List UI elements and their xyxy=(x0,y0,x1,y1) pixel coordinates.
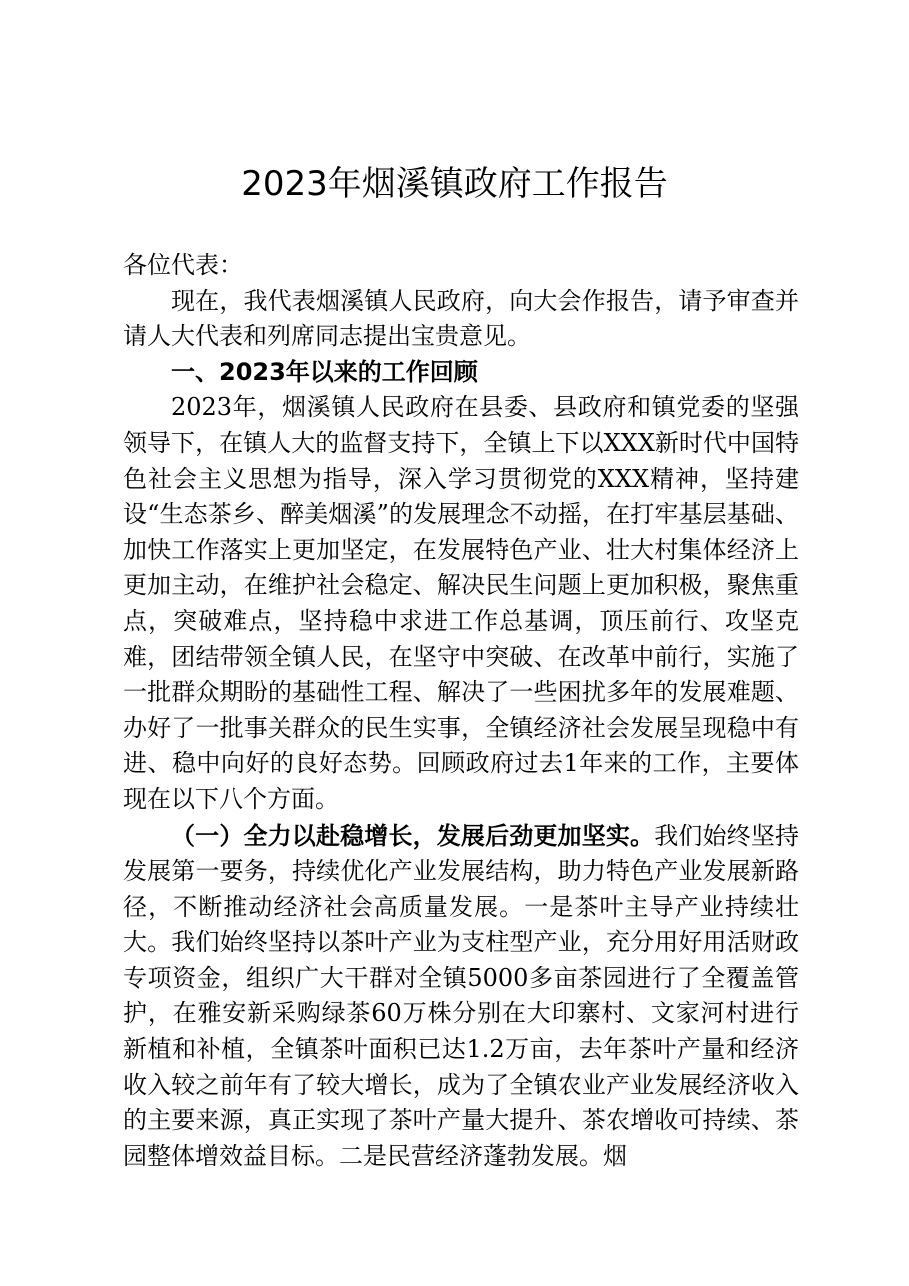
section-paragraph: 2023年，烟溪镇人民政府在县委、县政府和镇党委的坚强领导下，在镇人大的监督支持下，全镇上下以XXX新时代中国特色社会主义思想为指导，深入学习贯彻党的XXX精神，坚持建设“生态茶乡、醉美烟溪”的发展理念不动摇，在打牢基层基础、加快工作落实上更加坚定，在发展特色产业、壮大村集体经济上更加主动，在维护社会稳定、解决民生问题上更加积极，聚焦重点，突破难点，坚持稳中求进工作总基调，顶压前行、攻坚克难，团结带领全镇人民，在坚守中突破、在改革中前行，实施了一批群众期盼的基础性工程、解决了一些困扰多年的发展难题、办好了一批事关群众的民生实事，全镇经济社会发展呈现稳中有进、稳中向好的良好态势。回顾政府过去1年来的工作，主要体现在以下八个方面。 xyxy=(123,393,799,813)
subsection-heading: （一）全力以赴稳增长，发展后劲更加坚实。 xyxy=(171,820,655,850)
subsection-paragraph xyxy=(123,818,799,1175)
subsection-text: 我们始终坚持发展第一要务，持续优化产业发展结构，助力特色产业发展新路径，不断推动经济社会高质量发展。一是茶叶主导产业持续壮大。我们始终坚持以茶叶产业为支柱型产业，充分用好用活财政专项资金，组织广大干群对全镇5000多亩茶园进行了全覆盖管护，在雅安新采购绿茶60万株分别在大印寨村、文家河村进行新植和补植，全镇茶叶面积已达1.2万亩，去年茶叶产量和经济收入较之前年有了较大增长，成为了全镇农业产业发展经济收入的主要来源，真正实现了茶叶产量大提升、茶农增收可持续、茶园整体增效益目标。二是民营经济蓬勃发展。烟 xyxy=(123,821,800,1170)
salutation: 各位代表： xyxy=(123,251,243,279)
document-body xyxy=(123,248,799,1174)
intro-paragraph: 现在，我代表烟溪镇人民政府，向大会作报告，请予审查并请人大代表和列席同志提出宝贵意见。 xyxy=(123,286,799,351)
section-heading: 一、2023年以来的工作回顾 xyxy=(171,357,478,386)
document-title: 2023年烟溪镇政府工作报告 xyxy=(241,164,668,204)
